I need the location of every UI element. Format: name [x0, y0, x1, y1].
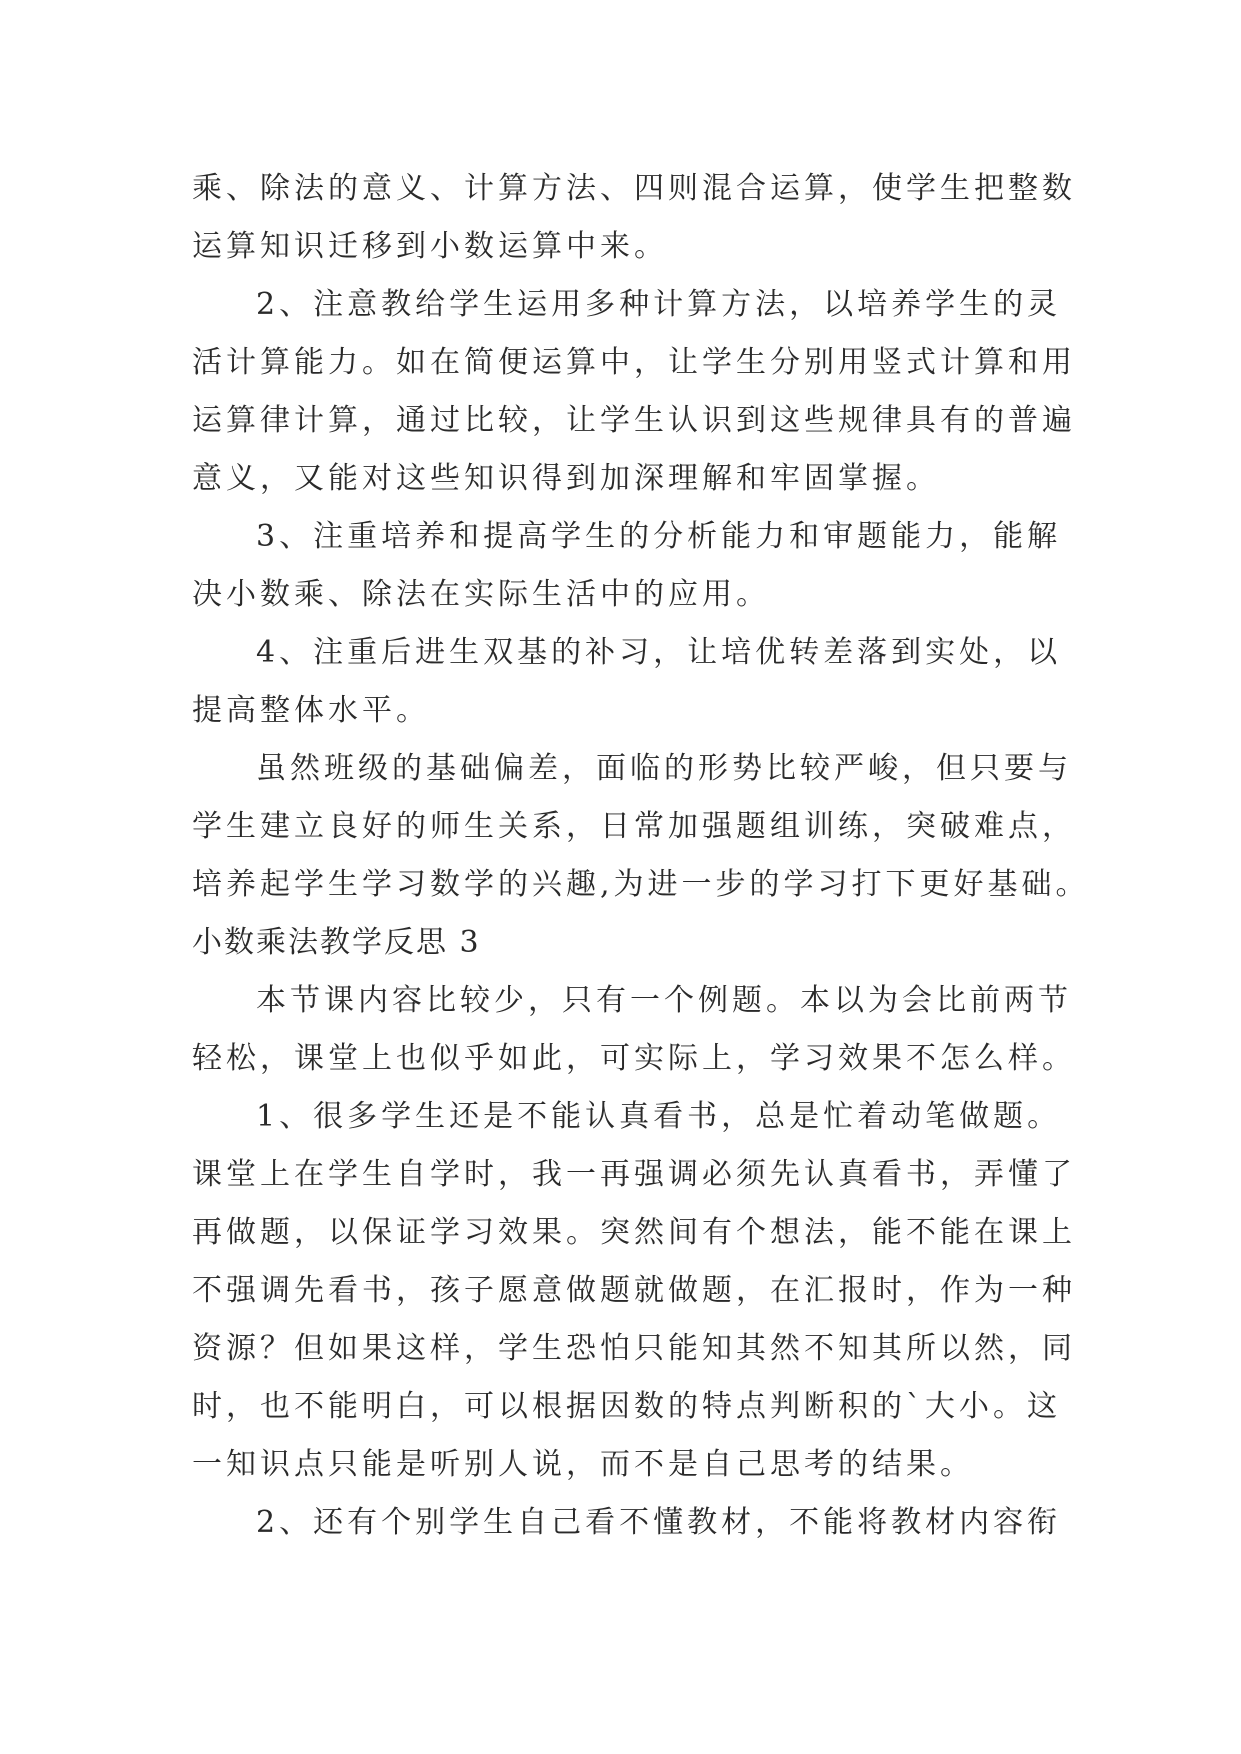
body-line: 资源？但如果这样，学生恐怕只能知其然不知其所以然，同: [192, 1331, 1076, 1366]
body-line: 意义，又能对这些知识得到加深理解和牢固掌握。: [192, 461, 940, 496]
paragraph-start-line: 4、注重后进生双基的补习，让培优转差落到实处，以: [256, 635, 1062, 670]
body-line: 运算律计算，通过比较，让学生认识到这些规律具有的普遍: [192, 403, 1076, 438]
paragraph-start-line: 2、注意教给学生运用多种计算方法，以培养学生的灵: [256, 287, 1062, 322]
paragraph-start-line: 2、还有个别学生自己看不懂教材，不能将教材内容衔: [256, 1505, 1062, 1540]
body-line: 学生建立良好的师生关系，日常加强题组训练，突破难点，: [192, 809, 1076, 844]
paragraph-start-line: 1、很多学生还是不能认真看书，总是忙着动笔做题。: [256, 1099, 1062, 1134]
body-line: 运算知识迁移到小数运算中来。: [192, 229, 668, 264]
body-line: 活计算能力。如在简便运算中，让学生分别用竖式计算和用: [192, 345, 1076, 380]
section-title: 小数乘法教学反思 3: [192, 925, 481, 960]
body-line: 乘、除法的意义、计算方法、四则混合运算，使学生把整数: [192, 171, 1076, 206]
body-line: 再做题，以保证学习效果。突然间有个想法，能不能在课上: [192, 1215, 1076, 1250]
body-line: 一知识点只能是听别人说，而不是自己思考的结果。: [192, 1447, 974, 1482]
body-line: 决小数乘、除法在实际生活中的应用。: [192, 577, 770, 612]
body-line: 提高整体水平。: [192, 693, 430, 728]
document-body: [192, 160, 1090, 1552]
body-line: 培养起学生学习数学的兴趣,为进一步的学习打下更好基础。: [192, 867, 1090, 902]
paragraph-start-line: 虽然班级的基础偏差，面临的形势比较严峻，但只要与: [256, 751, 1072, 786]
paragraph-start-line: 3、注重培养和提高学生的分析能力和审题能力，能解: [256, 519, 1062, 554]
body-line: 课堂上在学生自学时，我一再强调必须先认真看书，弄懂了: [192, 1157, 1076, 1192]
body-line: 不强调先看书，孩子愿意做题就做题，在汇报时，作为一种: [192, 1273, 1076, 1308]
body-line: 时，也不能明白，可以根据因数的特点判断积的`大小。这: [192, 1389, 1061, 1424]
paragraph-start-line: 本节课内容比较少，只有一个例题。本以为会比前两节: [256, 983, 1072, 1018]
body-line: 轻松，课堂上也似乎如此，可实际上，学习效果不怎么样。: [192, 1041, 1076, 1076]
